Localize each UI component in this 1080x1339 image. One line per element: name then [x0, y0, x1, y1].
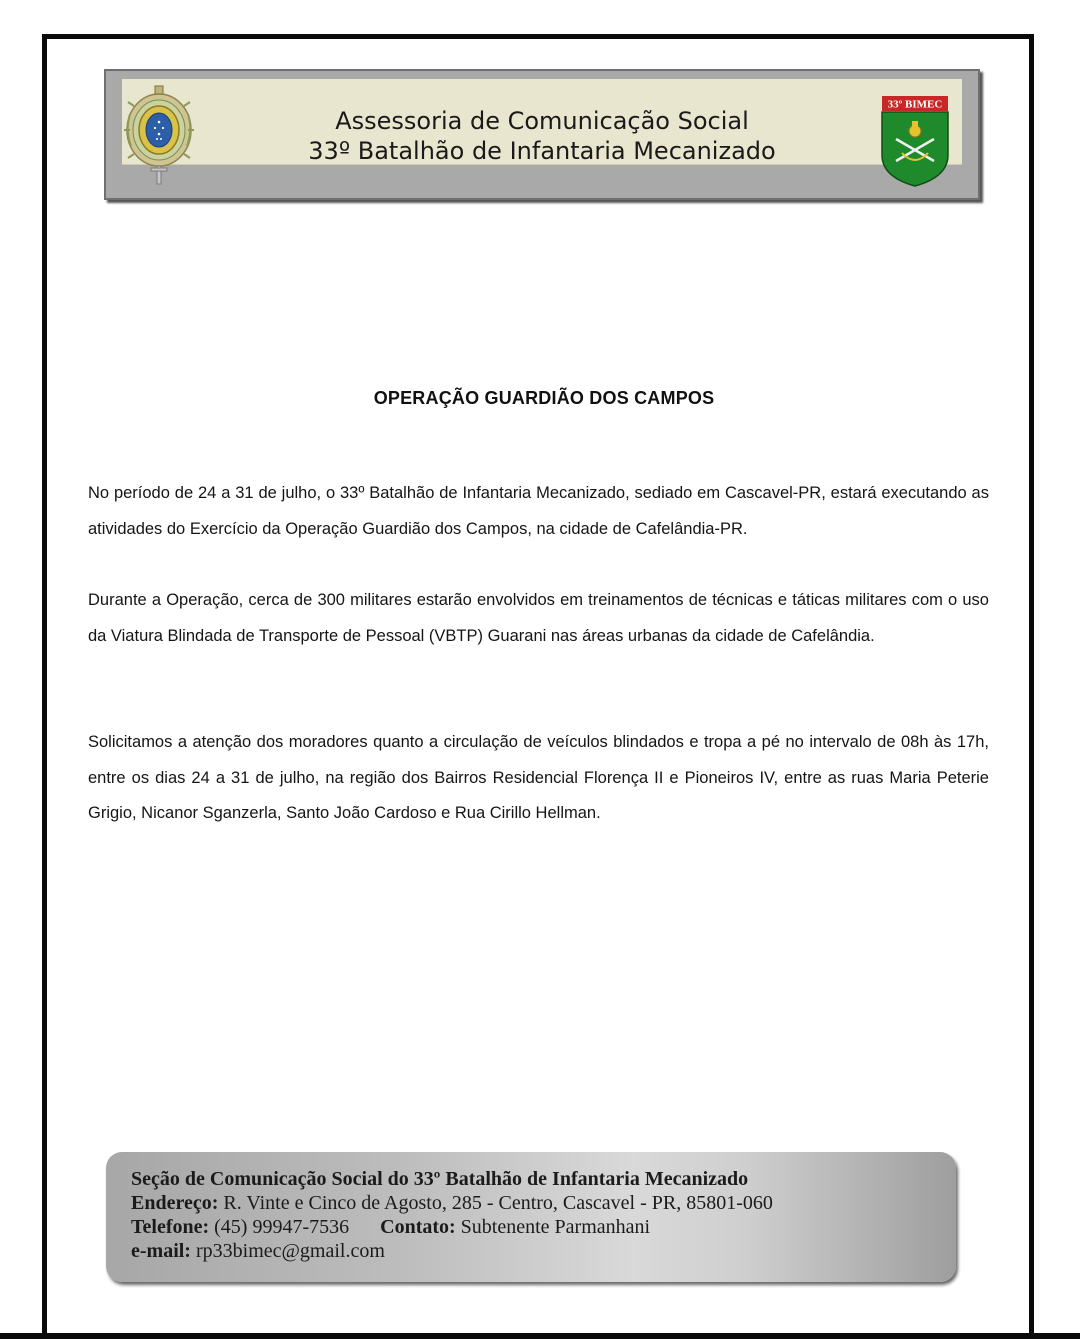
paragraph-3: Solicitamos a atenção dos moradores quanto a circulação de veículos blindados e tropa a pé no intervalo de 08h às 17h, entre os dias 24 a 31 de julho, na região dos Bairros Residencial Florença II e Pioneiros IV, entre as ruas Maria Peterie Grigio, Nicanor Sganzerla, Santo João Cardoso e Rua Cirillo Hellman.: [88, 733, 989, 822]
header-banner: [104, 69, 980, 200]
header-line-1: Assessoria de Comunicação Social: [335, 107, 749, 135]
footer-phone-line: [131, 1215, 956, 1239]
paragraph-2: Durante a Operação, cerca de 300 militares estarão envolvidos em treinamentos de técnicas e táticas militares com o uso da Viatura Blindada de Transporte de Pessoal (VBTP) Guarani nas áreas urbanas da cidade de Cafelândia.: [88, 591, 989, 645]
army-emblem-icon: [122, 84, 196, 186]
footer-address: R. Vinte e Cinco de Agosto, 285 - Centro, Cascavel - PR, 85801-060: [223, 1192, 773, 1214]
footer-phone: (45) 99947-7536: [214, 1216, 350, 1238]
footer-contact: Subtenente Parmanhani: [460, 1216, 651, 1238]
shield-label: 33º BIMEC: [887, 98, 943, 111]
emblem-top-ornament: [155, 86, 163, 94]
header-title: [122, 106, 962, 166]
footer-section: Seção de Comunicação Social do 33º Batalhão de Infantaria Mecanizado: [131, 1168, 749, 1190]
emblem-crossguard: [151, 168, 167, 171]
footer-box: [106, 1152, 956, 1282]
page-frame: [42, 34, 1034, 1339]
document-title: OPERAÇÃO GUARDIÃO DOS CAMPOS: [373, 388, 715, 408]
footer-address-label: Endereço:: [131, 1192, 219, 1214]
emblem-blue-center: [146, 113, 172, 147]
paragraph-1: No período de 24 a 31 de julho, o 33º Batalhão de Infantaria Mecanizado, sediado em Cascavel-PR, estará executando as atividades do Exercício da Operação Guardião dos Campos, na cidade de Cafelândia-PR.: [88, 484, 989, 538]
footer-contact-label: Contato:: [380, 1216, 456, 1238]
footer-email-label: e-mail:: [131, 1240, 191, 1262]
footer-email-line: [131, 1239, 956, 1263]
footer-email[interactable]: rp33bimec@gmail.com: [195, 1240, 385, 1262]
header-line-2: 33º Batalhão de Infantaria Mecanizado: [308, 137, 776, 165]
header-inner-panel: [122, 79, 962, 165]
battalion-shield-icon: [880, 95, 950, 187]
bottom-border: [0, 1333, 1080, 1339]
footer-address-line: [131, 1191, 956, 1215]
footer-phone-label: Telefone:: [131, 1216, 210, 1238]
